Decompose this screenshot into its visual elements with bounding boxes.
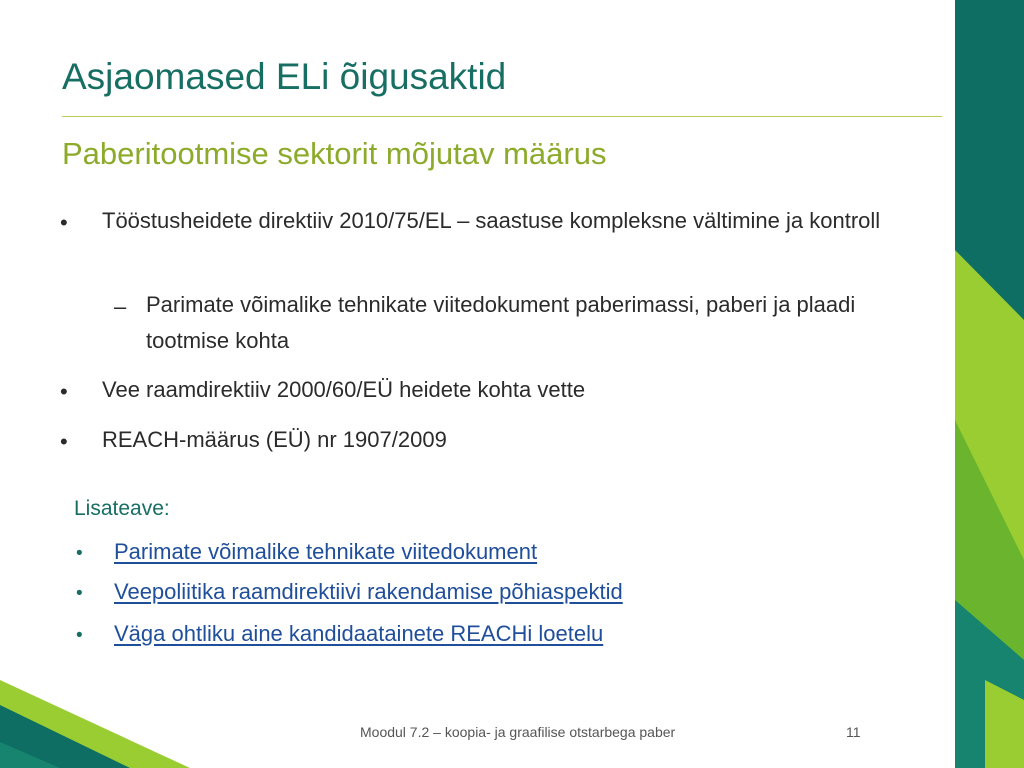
bullet-text: Tööstusheidete direktiiv 2010/75/EL – saastuse kompleksne vältimine ja kontroll: [102, 208, 881, 233]
sub-bullet-marker: –: [114, 294, 127, 319]
footer-text: Moodul 7.2 – koopia- ja graafilise otstarbega paber: [360, 724, 676, 740]
link-bref-document[interactable]: Parimate võimalike tehnikate viitedokument: [114, 539, 538, 564]
bullet-text: REACH-määrus (EÜ) nr 1907/2009: [102, 427, 447, 452]
bullet-marker: •: [60, 210, 68, 235]
slide-title: Asjaomased ELi õigusaktid: [62, 56, 507, 97]
link-water-framework[interactable]: Veepoliitika raamdirektiivi rakendamise põhiaspektid: [114, 579, 623, 604]
more-info-label: Lisateave:: [74, 497, 170, 520]
bullet-marker: •: [60, 379, 68, 404]
link-bullet-marker: •: [76, 625, 83, 646]
sub-bullet-text: Parimate võimalike tehnikate viitedokument paberimassi, paberi ja plaadi tootmise kohta: [146, 292, 856, 353]
link-bullet-marker: •: [76, 583, 83, 604]
bullet-text: Vee raamdirektiiv 2000/60/EÜ heidete kohta vette: [102, 377, 586, 402]
link-reach-candidate-list[interactable]: Väga ohtliku aine kandidaatainete REACHi loetelu: [114, 621, 604, 646]
bullet-marker: •: [60, 429, 68, 454]
page-number: 11: [846, 724, 861, 740]
slide-subtitle: Paberitootmise sektorit mõjutav määrus: [62, 136, 607, 171]
title-divider: [62, 116, 942, 117]
link-bullet-marker: •: [76, 543, 83, 564]
